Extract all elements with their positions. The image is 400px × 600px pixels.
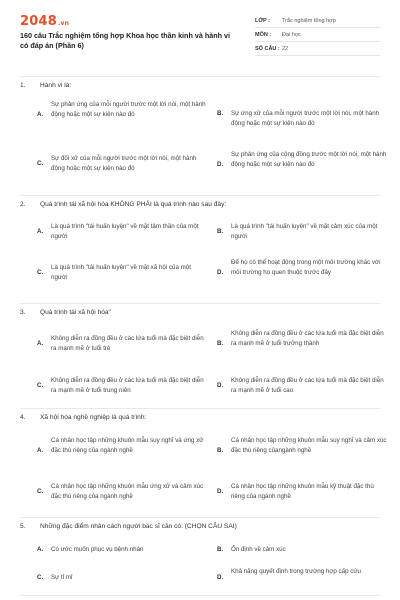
question-number: 3. [20, 309, 26, 316]
option-label: D. [217, 269, 224, 276]
meta-key: SỐ CÂU : [255, 45, 280, 52]
option-text: Là quá trình "tái huấn luyện" về mặt xã hội của một người [51, 264, 191, 281]
option-text: Sự phản ứng của cộng đồng trước một lời nói, một hành động hoặc một sự kiện nào đó [231, 151, 387, 168]
option-label: C. [37, 574, 44, 581]
option-text: Là quá trình "tái huấn luyện" về mặt cảm xúc của một người [231, 223, 378, 240]
question-number: 5. [20, 523, 26, 530]
option-text: Không diễn ra đồng đều ở các lứa tuổi mà đặc biệt diễn ra mạnh mẽ ở tuổi trưởng thành [231, 330, 384, 347]
question-text: 3. Quá trình tái xã hội hóa" [20, 309, 111, 316]
option-text: Sự phản ứng của mỗi người trước một lời nói, một hành động hoặc một sự kiện nào đó [51, 101, 206, 118]
option-label: D. [217, 574, 224, 581]
option-label: B. [217, 546, 224, 553]
logo-text: 2048 [20, 14, 57, 29]
option-text: Không diễn ra đồng đều ở các lứa tuổi mà đặc biệt diễn ra mạnh mẽ ở tuổi trung niên [51, 377, 204, 394]
option-text: Cá nhân học tập những khuôn mẫu suy nghĩ và cảm xúc đặc thù riêng củangành nghề [231, 437, 387, 454]
question-number: 2. [20, 201, 26, 208]
option-text: Sự tỉ mỉ [51, 574, 73, 581]
option-label: D. [217, 488, 224, 495]
option-text: Có ước muốn phục vụ bệnh nhân [51, 546, 144, 553]
option-label: A. [37, 340, 44, 347]
option-label: B. [217, 228, 224, 235]
meta-value: Đại học [282, 31, 301, 38]
option-label: B. [217, 447, 224, 454]
option-label: C. [37, 160, 44, 167]
divider [20, 517, 380, 518]
option-text: Cá nhân học tập những khuôn mẫu suy nghĩ và ứng xử đặc thù riêng của ngành nghề [51, 437, 204, 454]
question-number: 1. [20, 82, 26, 89]
meta-info [255, 14, 380, 56]
question-text: 2. Quá trình tái xã hội hóa KHÔNG PHẢI là quá trình nào sau đây: [20, 201, 227, 208]
question-number: 4. [20, 414, 26, 421]
option-text: Cá nhân học tập những khuôn mẫu ứng xử và cảm xúc đặc thù riêng của ngành nghề [51, 483, 204, 500]
page-title: 160 câu Trắc nghiệm tổng hợp Khoa học thần kinh và hành vi có đáp án (Phần 6) [20, 31, 230, 50]
option-text: Là quá trình "tái huấn luyện" về mặt tâm thần của một người [51, 223, 199, 240]
option-label: B. [217, 340, 224, 347]
option-text: Để họ có thể hoạt động trong một môi trường khác với môi trường họ quen thuộc trước đây [231, 259, 381, 276]
option-label: C. [37, 488, 44, 495]
meta-row-count [255, 42, 380, 56]
option-label: A. [37, 546, 44, 553]
option-label: D. [217, 161, 224, 168]
option-label: A. [37, 447, 44, 454]
option-text: Không diễn ra đồng đều ở các lứa tuổi mà đặc biệt diễn ra mạnh mẽ ở tuổi cao [231, 377, 384, 394]
question-text: 1. Hành vi là: [20, 82, 72, 89]
option-text: Ổn định về cảm xúc [231, 546, 286, 553]
meta-key: MÔN : [255, 31, 272, 38]
option-text: Khả năng quyết định trong trường hợp cấp cứu [231, 568, 361, 575]
option-label: A. [37, 111, 44, 118]
question-text: 5. Những đặc điểm nhân cách người bác sĩ cần có: (CHỌN CÂU SAI) [20, 523, 237, 530]
logo-suffix: .vn [57, 20, 70, 27]
meta-value: Trắc nghiệm tổng hợp [282, 17, 336, 24]
meta-row-class [255, 14, 380, 28]
page-header [20, 14, 380, 62]
divider [20, 595, 380, 596]
site-logo[interactable] [20, 14, 69, 29]
divider [20, 76, 380, 77]
option-text: Sự đối xử của mỗi người trước một lời nói, một hành động hoặc một sự kiện nào đó [51, 155, 197, 172]
divider [20, 408, 380, 409]
divider [20, 195, 380, 196]
meta-key: LỚP : [255, 17, 270, 24]
meta-row-subject [255, 28, 380, 42]
option-label: B. [217, 110, 224, 117]
divider [20, 303, 380, 304]
option-label: C. [37, 382, 44, 389]
option-label: C. [37, 269, 44, 276]
option-label: A. [37, 228, 44, 235]
meta-value: 22 [282, 45, 289, 52]
option-label: D. [217, 382, 224, 389]
option-text: Cá nhân học tập những khuôn mẫu kỹ thuật đặc thù riêng của ngành nghề [231, 483, 374, 500]
option-text: Không diễn ra đồng đều ở các lứa tuổi mà đặc biệt diễn ra mạnh mẽ ở tuổi trẻ [51, 335, 204, 352]
option-text: Sự ứng xử của mỗi người trước một lời nói, một hành động hoặc một sự kiện nào đó [231, 110, 380, 127]
question-text: 4. Xã hội hóa nghề nghiệp là quá trình: [20, 414, 147, 421]
